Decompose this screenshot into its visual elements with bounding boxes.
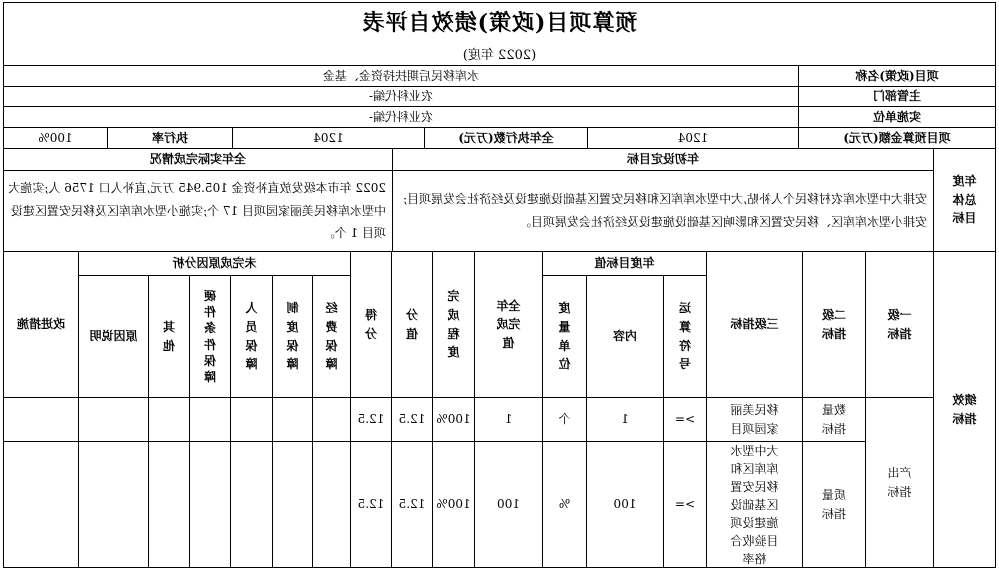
h-explain: 原因说明: [78, 276, 148, 398]
executed-label: 全年执行数(万元): [424, 128, 587, 149]
h-score: 得 分: [350, 252, 391, 398]
h-annual: 全年 完成 值: [474, 252, 542, 398]
project-name-value: 水库移民后期扶持资金、基金: [3, 65, 798, 87]
row1-unit: 个: [542, 398, 586, 442]
annual-goal-label: 年度 总体 目标: [933, 149, 996, 252]
row2-content: 100: [586, 442, 663, 568]
budget-value: 1204: [587, 128, 798, 149]
h-system: 制 度 保 障: [272, 276, 312, 398]
row1-score: 12.5: [350, 398, 391, 442]
h-reason-group: 未完成原因分析: [78, 252, 350, 276]
page-subtitle: (2022 年度): [462, 48, 537, 63]
h-personnel: 人 员 保 障: [230, 276, 272, 398]
h-funds: 经 费 保 障: [312, 276, 350, 398]
row1-explain: [78, 398, 148, 442]
row1-improve: [3, 398, 78, 442]
implementer-label: 实施单位: [798, 107, 996, 128]
department-value: 农业科代编-: [3, 87, 798, 107]
h-other: 其 他: [148, 276, 189, 398]
budget-label: 项目预算金额(万元): [798, 128, 996, 149]
row2-degree: 100%: [432, 442, 474, 568]
row1-max: 12.5: [391, 398, 432, 442]
row1-level3: 移民美丽 家园项目: [706, 398, 802, 442]
h-score-max: 分 值: [391, 252, 432, 398]
actual-goal-text: 2022 年市本级发放直补资金 105.945 万元,直补人口 1756 人;实施大中型水库移民美丽家园项目 17 个;实施小型水库库区及移民安置区建设项目 1 个。: [3, 171, 392, 252]
h-unit: 度 量 单 位: [542, 276, 586, 398]
row2-improve: [3, 442, 78, 568]
h-improve: 改进措施: [3, 252, 78, 398]
department-label: 主管部门: [798, 87, 996, 107]
row1-funds: [312, 398, 350, 442]
h-level2: 二级 指标: [802, 252, 865, 398]
rate-value: 100%: [3, 128, 107, 149]
row2-system: [272, 442, 312, 568]
rate-label: 执行率: [107, 128, 232, 149]
h-operator: 运 算 符 号: [663, 276, 706, 398]
actual-goal-header: 全年实际完成情况: [3, 149, 392, 171]
row2-other: [148, 442, 189, 568]
page-title: 预算项目(政策)绩效自评表: [361, 10, 638, 36]
set-goal-header: 年初设定目标: [392, 149, 933, 171]
row1-personnel: [230, 398, 272, 442]
h-target-group: 年度目标值: [542, 252, 706, 276]
row2-max: 12.5: [391, 442, 432, 568]
row1-content: 1: [586, 398, 663, 442]
row2-personnel: [230, 442, 272, 568]
row2-hardware: [189, 442, 230, 568]
h-level3: 三级指标: [706, 252, 802, 398]
row2-level3: 大中型水 库库区和 移民安置 区基础设 施建设项 目验收合 格率: [706, 442, 802, 568]
row2-funds: [312, 442, 350, 568]
row1-other: [148, 398, 189, 442]
row2-level2: 质量 指标: [802, 442, 865, 568]
perf-label: 绩效 指标: [933, 252, 996, 568]
executed-value: 1204: [232, 128, 424, 149]
h-level1: 一级 指标: [865, 252, 933, 398]
row1-hardware: [189, 398, 230, 442]
row1-degree: 100%: [432, 398, 474, 442]
row2-unit: %: [542, 442, 586, 568]
project-name-label: 项目(政策)名称: [798, 65, 996, 87]
h-content: 内容: [586, 276, 663, 398]
row1-level2: 数量 指标: [802, 398, 865, 442]
set-goal-text: 安排大中型水库农村移民个人补贴,大中型水库库区和移民安置区基础设施建设及经济社会发展项目;安排小型水库库区、移民安置区和影响区基础设施建设及经济社会发展项目。: [392, 171, 933, 252]
implementer-value: 农业科代编-: [3, 107, 798, 128]
row1-operator: >=: [663, 398, 706, 442]
row2-score: 12.5: [350, 442, 391, 568]
level1-output: 产出 指标: [865, 398, 933, 568]
h-degree: 完 成 程 度: [432, 252, 474, 398]
row2-annual: 100: [474, 442, 542, 568]
row1-system: [272, 398, 312, 442]
row2-operator: >=: [663, 442, 706, 568]
h-hardware: 硬 件 条 件 保 障: [189, 276, 230, 398]
row1-annual: 1: [474, 398, 542, 442]
row2-explain: [78, 442, 148, 568]
